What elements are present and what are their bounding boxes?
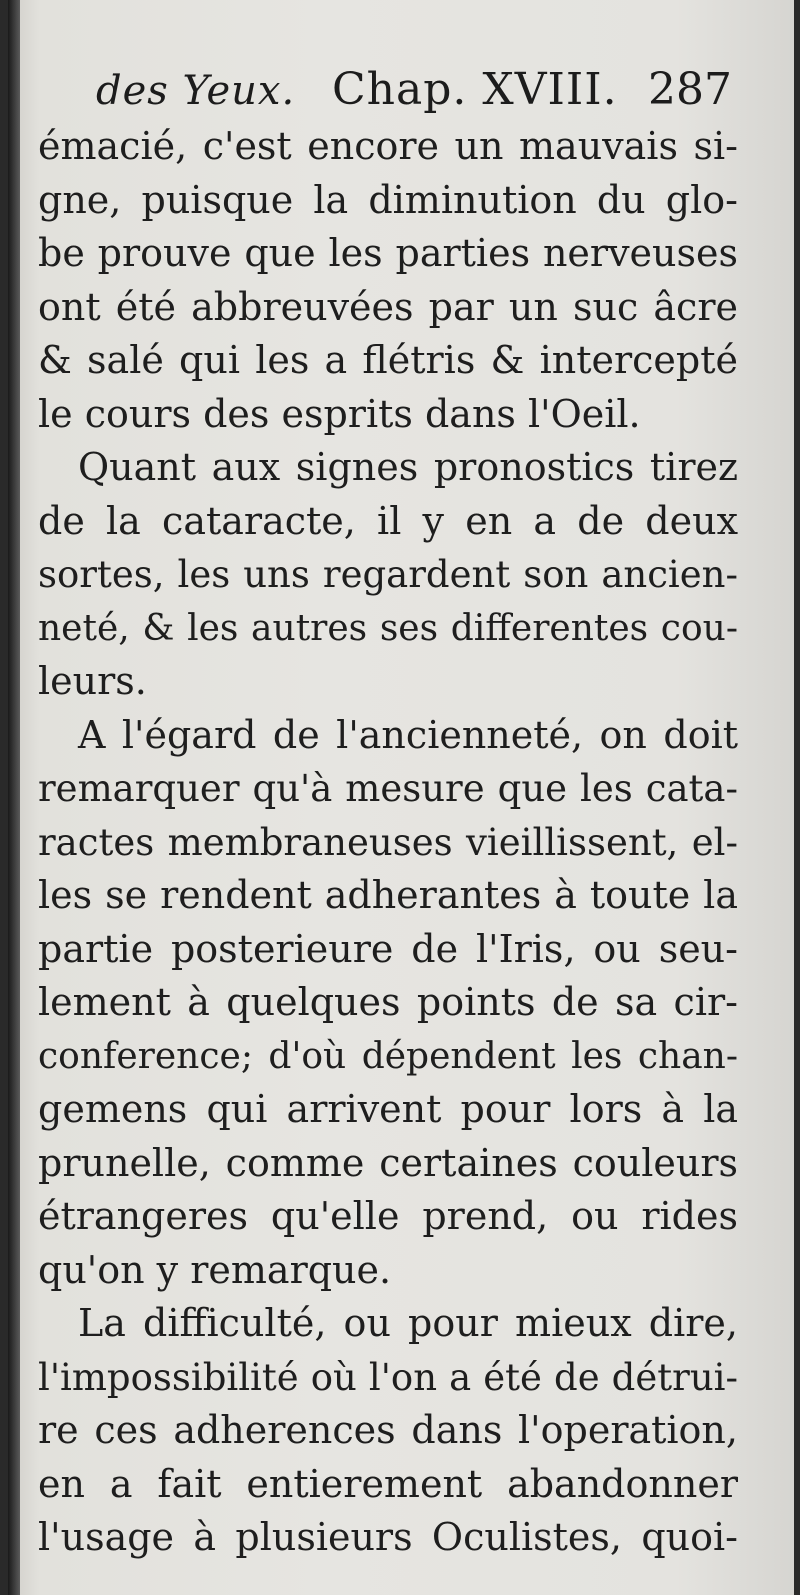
text-line: Quant aux signes pronostics tirez (78, 445, 738, 489)
text-line: leurs. (38, 659, 147, 703)
text-line: La difficulté, ou pour mieux dire, (78, 1301, 738, 1345)
text-line: neté, & les autres ses differentes cou- (38, 607, 738, 649)
page-header (96, 58, 746, 118)
book-page (8, 0, 794, 1595)
text-line: & salé qui les a flétris & intercepté (38, 338, 738, 382)
text-line: lement à quelques points de sa cir- (38, 980, 738, 1024)
book-spine-shadow (8, 0, 20, 1595)
text-line: prunelle, comme certaines couleurs (38, 1140, 738, 1185)
text-line: ractes membraneuses vieillissent, el- (38, 820, 738, 864)
text-line: émacié, c'est encore un mauvais si- (38, 124, 738, 168)
text-line: be prouve que les parties nerveuses (38, 231, 738, 275)
text-line: remarquer qu'à mesure que les cata- (38, 767, 738, 810)
text-line: conference; d'où dépendent les chan- (38, 1035, 738, 1077)
body-text (38, 120, 738, 1565)
text-line: l'usage à plusieurs Oculistes, quoi- (38, 1515, 738, 1559)
text-line: le cours des esprits dans l'Oeil. (38, 391, 641, 436)
running-title: des Yeux. (96, 68, 296, 114)
page-number: 287 (648, 64, 732, 115)
text-line: sortes, les uns regardent son ancien- (38, 553, 738, 596)
text-line: A l'égard de l'ancienneté, on doit (78, 712, 738, 757)
text-line: gemens qui arrivent pour lors à la (38, 1087, 738, 1131)
text-line: partie posterieure de l'Iris, ou seu- (38, 926, 738, 971)
text-line: les se rendent adherantes à toute la (38, 873, 738, 917)
text-line: en a fait entierement abandonner (38, 1461, 738, 1506)
text-line: gne, puisque la diminution du glo- (38, 177, 738, 222)
chapter-heading: Chap. XVIII. (332, 64, 618, 115)
text-line: ont été abbreuvées par un suc âcre (38, 284, 738, 329)
text-line: l'impossibilité où l'on a été de détrui- (38, 1355, 738, 1399)
text-line: étrangeres qu'elle prend, ou rides (38, 1194, 738, 1238)
text-line: qu'on y remarque. (38, 1247, 392, 1292)
text-line: re ces adherences dans l'operation, (38, 1408, 738, 1452)
text-line: de la cataracte, il y en a de deux (38, 498, 738, 543)
